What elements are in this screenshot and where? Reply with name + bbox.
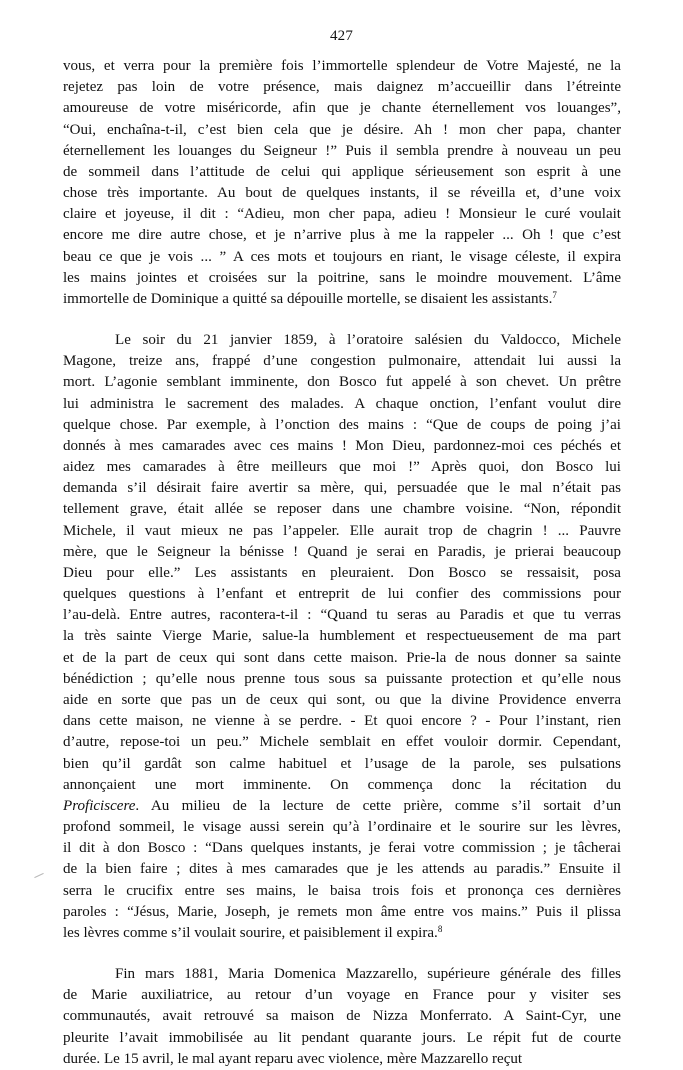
footnote-marker[interactable]: 8	[437, 923, 443, 934]
text-line: “Oui, enchaîna-t-il, c’est bien cela que je désire. Ah ! mon cher papa, chanter	[63, 121, 621, 138]
text-line: quelque chose. Par exemple, à l’onction des mains : “Que de coups de poing j’ai	[63, 416, 621, 433]
paragraph	[63, 330, 621, 944]
text-line: Magone, treize ans, frappé d’une congestion pulmonaire, attendait lui aussi la	[63, 353, 621, 370]
text-line: Michele, il vaut mieux ne pas l’appeler. Elle aurait trop de chagrin ! ... Pauvre	[63, 522, 621, 539]
text-line: Proficiscere. Au milieu de la lecture de cette prière, comme s’il sortait d’un	[63, 797, 621, 814]
paragraph-gap	[63, 944, 621, 964]
page-number: 427	[329, 28, 354, 44]
text-line: claire et joyeuse, il dit : “Adieu, mon cher papa, adieu ! Monsieur le curé voulait	[63, 206, 621, 223]
text-line: tellement grave, était allée se reposer dans une chambre voisine. “Non, répondit	[63, 501, 621, 518]
text-line: demanda s’il désirait faire avertir sa mère, qui, persuadée que le mal n’était pas	[63, 480, 621, 497]
text-line: il dit à don Bosco : “Dans quelques instants, je ferai votre commission ; je tâcherai	[63, 840, 621, 857]
text-line: serra le crucifix entre ses mains, le baisa trois fois et prononça ces dernières	[63, 882, 621, 899]
text-line: la très sainte Vierge Marie, salue-la humblement et respectueusement de ma part	[63, 628, 621, 645]
text-line: quelques questions à l’enfant et entreprit de lui confier des commissions pour	[63, 586, 621, 603]
paragraph	[63, 56, 621, 310]
paragraph-gap	[63, 310, 621, 330]
text-line: éternellement les louanges du Seigneur !” Puis il sembla prendre à nouveau un peu	[63, 142, 621, 159]
text-line: d’autre, repose-toi un peu.” Michele semblait en effet vouloir dormir. Cependant,	[63, 734, 621, 751]
paragraph	[63, 964, 621, 1070]
text-line: mère, que le Seigneur la bénisse ! Quand je serai en Paradis, je prierai beaucoup	[63, 543, 621, 560]
text-line: les mains jointes et croisées sur la poitrine, sans le moindre mouvement. L’âme	[63, 269, 621, 286]
text-line: durée. Le 15 avril, le mal ayant reparu avec violence, mère Mazzarello reçut	[63, 1050, 523, 1067]
text-line: de sommeil dans l’attitude de celui qui applique sérieusement son esprit à une	[63, 163, 621, 180]
text-line: annonçaient une mort imminente. On commença donc la récitation du	[63, 776, 621, 793]
text-line: pleurite l’avait immobilisée au lit pendant quarante jours. Le répit fut de courte	[63, 1029, 621, 1046]
text-line: de la bien faire ; dites à mes camarades que je les attends au paradis.” Ensuite il	[63, 861, 621, 878]
text-line: profond sommeil, le visage aussi serein qu’à l’ordinaire et le sourire sur les lèvres,	[63, 819, 621, 836]
text-line: lui administra le sacrement des malades. A chaque onction, l’enfant voulut dire	[63, 395, 621, 412]
text-line: bien qu’il gardât son calme habituel et l’usage de la parole, ses pulsations	[63, 755, 621, 772]
footnote-marker[interactable]: 7	[552, 289, 557, 300]
text-line: paroles : “Jésus, Marie, Joseph, je remets mon âme entre vos mains.” Puis il plissa	[63, 903, 621, 920]
text-line: Le soir du 21 janvier 1859, à l’oratoire salésien du Valdocco, Michele	[115, 332, 621, 349]
text-line: encore me dire autre chose, et je n’arrive plus à me la rappeler ... Oh ! que c’est	[63, 227, 621, 244]
text-line: aide en sorte que pas un de ceux qui sont, ou que la divine Providence enverra	[63, 691, 621, 708]
text-line: de Marie auxiliatrice, au retour d’un voyage en France pour y visiter ses	[63, 987, 621, 1004]
text-line: aidez mes camarades à être meilleurs que moi !” Après quoi, don Bosco lui	[63, 459, 621, 476]
text-line: dans cette maison, ne vienne à se perdre. - Et quoi encore ? - Pour l’instant, rien	[63, 713, 621, 730]
margin-pencil-mark	[34, 873, 43, 878]
text-line: Dieu pour elle.” Les assistants en pleuraient. Don Bosco se ressaisit, posa	[63, 564, 621, 581]
body-text	[63, 56, 621, 1070]
text-line: donnés à mes camarades avec ces mains ! Mon Dieu, pardonnez-moi ces péchés et	[63, 437, 621, 454]
text-line: rejetez pas loin de votre présence, mais daignez m’accueillir dans l’étreinte	[63, 79, 621, 96]
text-line: les lèvres comme s’il voulait sourire, et paisiblement il expira.$^8$	[63, 923, 443, 941]
text-line: beau ce que je vois ... ” A ces mots et toujours en riant, le visage céleste, il expira	[63, 248, 621, 265]
text-line: communautés, avait retrouvé sa maison de Nizza Monferrato. A Saint-Cyr, une	[63, 1008, 621, 1025]
text-line: immortelle de Dominique a quitté sa dépouille mortelle, se disaient les assistants.$^7$	[63, 289, 557, 307]
text-line: et de la part de ceux qui sont dans cette maison. Prie-la de nous donner sa sainte	[63, 649, 621, 666]
text-line: mort. L’agonie semblant imminente, don Bosco fut appelé à son chevet. Un prêtre	[63, 374, 621, 391]
text-line: chose très importante. Au bout de quelques instants, il se réveilla et, d’une voix	[63, 185, 621, 202]
text-line: l’au-delà. Entre autres, racontera-t-il : “Quand tu seras au Paradis et que tu verras	[63, 607, 621, 624]
italic-term: Proficiscere	[63, 797, 136, 814]
text-line: amoureuse de votre miséricorde, afin que je chante éternellement vos louanges”,	[63, 100, 621, 117]
text-line: Fin mars 1881, Maria Domenica Mazzarello, supérieure générale des filles	[115, 966, 621, 983]
text-line: bénédiction ; qu’elle nous prenne tous sous sa puissante protection et qu’elle nous	[63, 670, 621, 687]
text-line: vous, et verra pour la première fois l’immortelle splendeur de Votre Majesté, ne la	[63, 58, 621, 74]
